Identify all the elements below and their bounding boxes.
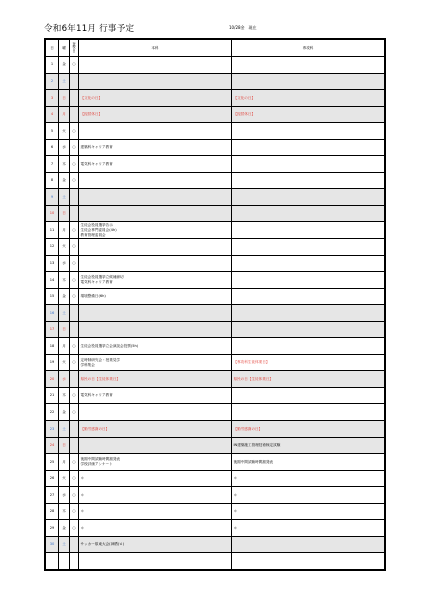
attendance-cell: ○	[70, 338, 79, 355]
table-row	[46, 139, 385, 156]
weekday-cell: 金	[59, 57, 70, 74]
day-cell: 7	[46, 156, 59, 173]
day-cell: 11	[46, 222, 59, 239]
main-event-cell: ＊	[79, 470, 232, 487]
table-body	[46, 57, 385, 570]
main-event-cell	[79, 321, 232, 338]
day-cell: 14	[46, 272, 59, 289]
main-event-cell	[79, 437, 232, 454]
table-row	[46, 172, 385, 189]
table-row	[46, 205, 385, 222]
day-cell: 30	[46, 536, 59, 553]
page-title: 令和6年11月 行事予定	[44, 24, 135, 34]
weekday-cell: 月	[59, 106, 70, 123]
main-event-cell: ＊	[79, 503, 232, 520]
evening-event-cell	[232, 321, 385, 338]
main-event-cell: ＊	[79, 520, 232, 537]
weekday-cell: 火	[59, 239, 70, 256]
table-row	[46, 73, 385, 90]
weekday-cell: 火	[59, 470, 70, 487]
attendance-cell	[70, 305, 79, 322]
day-cell: 21	[46, 387, 59, 404]
page-header	[44, 22, 386, 36]
table-row	[46, 487, 385, 504]
day-cell: 22	[46, 404, 59, 421]
attendance-cell	[70, 321, 79, 338]
weekday-cell: 火	[59, 123, 70, 140]
attendance-cell	[70, 73, 79, 90]
main-event-cell	[79, 73, 232, 90]
day-cell: 5	[46, 123, 59, 140]
table-row	[46, 503, 385, 520]
table-row	[46, 536, 385, 553]
main-event-cell	[79, 123, 232, 140]
weekday-cell: 水	[59, 371, 70, 388]
weekday-cell: 金	[59, 520, 70, 537]
weekday-cell: 水	[59, 139, 70, 156]
day-cell: 24	[46, 437, 59, 454]
day-cell: 19	[46, 354, 59, 371]
column-header-main: 本科	[79, 40, 232, 57]
evening-event-cell: 【振替休日】	[232, 106, 385, 123]
table-row	[46, 189, 385, 206]
attendance-cell: ○	[70, 354, 79, 371]
weekday-cell: 土	[59, 421, 70, 438]
table-row	[46, 305, 385, 322]
day-cell: 4	[46, 106, 59, 123]
attendance-cell: ○	[70, 470, 79, 487]
weekday-cell: 火	[59, 354, 70, 371]
table-row	[46, 321, 385, 338]
day-cell: 13	[46, 255, 59, 272]
attendance-cell	[70, 553, 79, 570]
evening-event-cell	[232, 57, 385, 74]
main-event-cell: 電気科キャリア教育	[79, 156, 232, 173]
day-cell: 28	[46, 503, 59, 520]
day-cell: 6	[46, 139, 59, 156]
evening-event-cell	[232, 536, 385, 553]
as-of-date: 10/28金 現在	[229, 25, 257, 30]
evening-event-cell	[232, 205, 385, 222]
weekday-cell: 木	[59, 503, 70, 520]
weekday-cell: 金	[59, 172, 70, 189]
evening-event-cell	[232, 139, 385, 156]
day-cell: 18	[46, 338, 59, 355]
attendance-cell: ○	[70, 172, 79, 189]
day-cell: 29	[46, 520, 59, 537]
table-row	[46, 338, 385, 355]
attendance-cell: ○	[70, 288, 79, 305]
attendance-cell: ○	[70, 57, 79, 74]
main-event-cell: 建築科キャリア教育	[79, 139, 232, 156]
day-cell: 26	[46, 470, 59, 487]
table-row	[46, 255, 385, 272]
attendance-cell: ○	[70, 239, 79, 256]
main-event-cell: 生徒会役員選挙告示 生徒会専門委員会(4h) 教育管理委員会	[79, 222, 232, 239]
evening-event-cell	[232, 156, 385, 173]
weekday-cell: 土	[59, 189, 70, 206]
table-row	[46, 239, 385, 256]
attendance-cell: ○	[70, 503, 79, 520]
table-row	[46, 387, 385, 404]
main-event-cell: 生徒会役員選挙立会演説会投票(5h)	[79, 338, 232, 355]
evening-event-cell: ＊	[232, 470, 385, 487]
evening-event-cell: 県民の日【生徒休業日】	[232, 371, 385, 388]
evening-event-cell: ＊	[232, 520, 385, 537]
day-cell: 27	[46, 487, 59, 504]
day-cell: 20	[46, 371, 59, 388]
table-row	[46, 222, 385, 239]
main-event-cell: 後期中間試験時間割発表 学校評価アンケート	[79, 454, 232, 471]
table-row	[46, 404, 385, 421]
column-header-evening: 専攻科	[232, 40, 385, 57]
main-event-cell	[79, 404, 232, 421]
main-event-cell: 【勤労感謝の日】	[79, 421, 232, 438]
weekday-cell: 金	[59, 288, 70, 305]
table-row	[46, 272, 385, 289]
column-header-day: 日	[46, 40, 59, 57]
weekday-cell: 月	[59, 338, 70, 355]
weekday-cell: 水	[59, 487, 70, 504]
weekday-cell: 日	[59, 90, 70, 107]
weekday-cell: 土	[59, 305, 70, 322]
table-row	[46, 437, 385, 454]
table-header-row	[46, 40, 385, 57]
attendance-header-label: 登 校 日	[72, 41, 76, 53]
day-cell: 23	[46, 421, 59, 438]
weekday-cell: 木	[59, 387, 70, 404]
attendance-cell: ○	[70, 520, 79, 537]
evening-event-cell	[232, 255, 385, 272]
weekday-cell: 日	[59, 205, 70, 222]
weekday-cell: 金	[59, 404, 70, 421]
evening-event-cell	[232, 305, 385, 322]
evening-event-cell	[232, 222, 385, 239]
attendance-cell: ○	[70, 123, 79, 140]
table-row	[46, 553, 385, 570]
evening-event-cell	[232, 387, 385, 404]
day-cell: 17	[46, 321, 59, 338]
main-event-cell: ＊	[79, 487, 232, 504]
table-row	[46, 354, 385, 371]
weekday-cell: 木	[59, 272, 70, 289]
table-row	[46, 288, 385, 305]
attendance-cell: ○	[70, 272, 79, 289]
evening-event-cell: IN建築施工管理技術検定試験	[232, 437, 385, 454]
table-row	[46, 371, 385, 388]
column-header-attendance	[70, 40, 79, 57]
main-event-cell	[79, 305, 232, 322]
main-event-cell: 環境整備日(6h)	[79, 288, 232, 305]
day-cell: 12	[46, 239, 59, 256]
main-event-cell: 【文化の日】	[79, 90, 232, 107]
attendance-cell: ○	[70, 487, 79, 504]
day-cell: 2	[46, 73, 59, 90]
evening-event-cell: ＊	[232, 487, 385, 504]
evening-event-cell	[232, 189, 385, 206]
table-row	[46, 470, 385, 487]
day-cell: 16	[46, 305, 59, 322]
attendance-cell: ○	[70, 454, 79, 471]
day-cell: 3	[46, 90, 59, 107]
evening-event-cell	[232, 123, 385, 140]
attendance-cell	[70, 90, 79, 107]
attendance-cell	[70, 371, 79, 388]
attendance-cell: ○	[70, 139, 79, 156]
table-row	[46, 520, 385, 537]
weekday-cell: 月	[59, 454, 70, 471]
attendance-cell: ○	[70, 387, 79, 404]
attendance-cell: ○	[70, 156, 79, 173]
weekday-cell: 月	[59, 222, 70, 239]
main-event-cell: 【振替休日】	[79, 106, 232, 123]
attendance-cell: ○	[70, 404, 79, 421]
table-row	[46, 90, 385, 107]
table-row	[46, 156, 385, 173]
evening-event-cell	[232, 172, 385, 189]
day-cell: 15	[46, 288, 59, 305]
table-row	[46, 454, 385, 471]
attendance-cell	[70, 536, 79, 553]
main-event-cell: サッカー県東大会(神栖(ロ)	[79, 536, 232, 553]
evening-event-cell	[232, 338, 385, 355]
evening-event-cell	[232, 239, 385, 256]
main-event-cell: 電気科キャリア教育	[79, 387, 232, 404]
weekday-cell: 日	[59, 437, 70, 454]
attendance-cell: ○	[70, 222, 79, 239]
evening-event-cell	[232, 73, 385, 90]
column-header-weekday: 曜	[59, 40, 70, 57]
main-event-cell: 定時制研究会・授業見学 学科集会	[79, 354, 232, 371]
weekday-cell: 木	[59, 156, 70, 173]
day-cell	[46, 553, 59, 570]
main-event-cell	[79, 172, 232, 189]
table-row	[46, 123, 385, 140]
evening-event-cell	[232, 553, 385, 570]
main-event-cell: 生徒会役員選挙立候補締切 電気科キャリア教育	[79, 272, 232, 289]
main-event-cell	[79, 553, 232, 570]
main-event-cell	[79, 239, 232, 256]
main-event-cell	[79, 57, 232, 74]
table-row	[46, 421, 385, 438]
weekday-cell: 土	[59, 73, 70, 90]
evening-event-cell: ＊	[232, 503, 385, 520]
weekday-cell: 土	[59, 536, 70, 553]
attendance-cell	[70, 205, 79, 222]
evening-event-cell	[232, 404, 385, 421]
attendance-cell: ○	[70, 255, 79, 272]
attendance-cell	[70, 421, 79, 438]
evening-event-cell: 【文化の日】	[232, 90, 385, 107]
main-event-cell	[79, 255, 232, 272]
main-event-cell: 県民の日【生徒休業日】	[79, 371, 232, 388]
table-row	[46, 106, 385, 123]
schedule-table	[44, 38, 386, 571]
weekday-cell: 日	[59, 321, 70, 338]
weekday-cell: 水	[59, 255, 70, 272]
evening-event-cell: 後期中間試験時間割発表	[232, 454, 385, 471]
evening-event-cell	[232, 272, 385, 289]
table-row	[46, 57, 385, 74]
main-event-cell	[79, 189, 232, 206]
main-event-cell	[79, 205, 232, 222]
day-cell: 9	[46, 189, 59, 206]
day-cell: 1	[46, 57, 59, 74]
evening-event-cell	[232, 288, 385, 305]
attendance-cell	[70, 106, 79, 123]
attendance-cell	[70, 437, 79, 454]
day-cell: 25	[46, 454, 59, 471]
day-cell: 10	[46, 205, 59, 222]
attendance-cell	[70, 189, 79, 206]
evening-event-cell: 【勤労感謝の日】	[232, 421, 385, 438]
day-cell: 8	[46, 172, 59, 189]
evening-event-cell: 【専攻科生徒休業日】	[232, 354, 385, 371]
weekday-cell	[59, 553, 70, 570]
